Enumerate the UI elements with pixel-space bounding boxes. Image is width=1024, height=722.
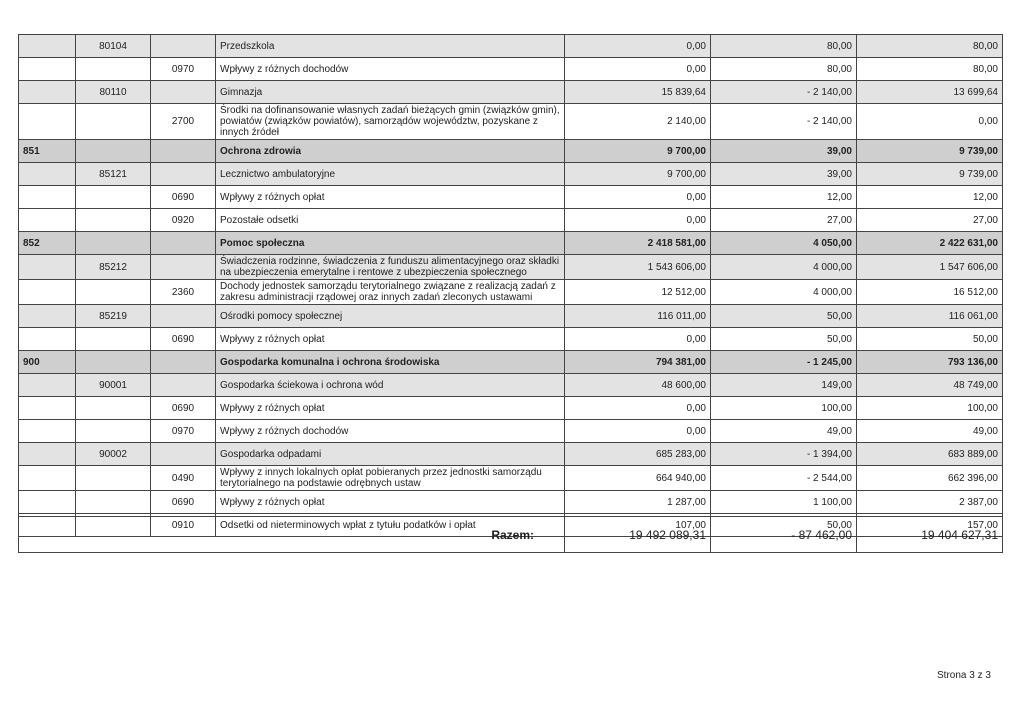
page-number: Strona 3 z 3 — [937, 670, 991, 681]
after-change-value-cell: 100,00 — [857, 397, 1003, 420]
plan-value-cell: 9 700,00 — [565, 163, 711, 186]
section-code-cell — [19, 35, 76, 58]
total-change: - 87 462,00 — [711, 517, 857, 553]
table-row — [19, 374, 1003, 397]
paragraph-code-cell: 2360 — [151, 280, 216, 305]
chapter-code-cell: 80110 — [76, 81, 151, 104]
plan-value-cell: 0,00 — [565, 58, 711, 81]
chapter-code-cell — [76, 104, 151, 140]
change-value-cell: 149,00 — [711, 374, 857, 397]
change-value-cell: 80,00 — [711, 58, 857, 81]
table-row — [19, 305, 1003, 328]
table-row — [19, 328, 1003, 351]
paragraph-code-cell: 2700 — [151, 104, 216, 140]
plan-value-cell: 107,00 — [565, 514, 711, 537]
item-name-cell: Gospodarka komunalna i ochrona środowiska — [216, 351, 565, 374]
plan-value-cell: 0,00 — [565, 328, 711, 351]
chapter-code-cell: 90002 — [76, 443, 151, 466]
section-code-cell — [19, 163, 76, 186]
plan-value-cell: 685 283,00 — [565, 443, 711, 466]
table-row — [19, 466, 1003, 491]
chapter-code-cell: 85212 — [76, 255, 151, 280]
table-row — [19, 491, 1003, 514]
after-change-value-cell: 1 547 606,00 — [857, 255, 1003, 280]
section-code-cell — [19, 104, 76, 140]
paragraph-code-cell: 0490 — [151, 466, 216, 491]
plan-value-cell: 2 140,00 — [565, 104, 711, 140]
plan-value-cell: 794 381,00 — [565, 351, 711, 374]
after-change-value-cell: 27,00 — [857, 209, 1003, 232]
change-value-cell: 50,00 — [711, 328, 857, 351]
item-name-cell: Wpływy z różnych opłat — [216, 397, 565, 420]
paragraph-code-cell — [151, 255, 216, 280]
after-change-value-cell: 80,00 — [857, 58, 1003, 81]
section-code-cell — [19, 186, 76, 209]
paragraph-code-cell — [151, 374, 216, 397]
item-name-cell: Dochody jednostek samorządu terytorialnego związane z realizacją zadań z zakresu administracji rządowej oraz innych zadań zleconych ustawami — [216, 280, 565, 305]
section-code-cell — [19, 491, 76, 514]
plan-value-cell: 15 839,64 — [565, 81, 711, 104]
item-name-cell: Wpływy z różnych dochodów — [216, 420, 565, 443]
chapter-code-cell: 85219 — [76, 305, 151, 328]
table-row — [19, 209, 1003, 232]
chapter-code-cell: 85121 — [76, 163, 151, 186]
change-value-cell: 4 000,00 — [711, 280, 857, 305]
paragraph-code-cell — [151, 351, 216, 374]
chapter-code-cell: 80104 — [76, 35, 151, 58]
plan-value-cell: 0,00 — [565, 209, 711, 232]
table-row — [19, 420, 1003, 443]
chapter-code-cell — [76, 140, 151, 163]
paragraph-code-cell: 0690 — [151, 397, 216, 420]
item-name-cell: Ośrodki pomocy społecznej — [216, 305, 565, 328]
section-code-cell — [19, 374, 76, 397]
after-change-value-cell: 683 889,00 — [857, 443, 1003, 466]
plan-value-cell: 1 287,00 — [565, 491, 711, 514]
chapter-code-cell — [76, 209, 151, 232]
chapter-code-cell — [76, 280, 151, 305]
section-code-cell — [19, 305, 76, 328]
paragraph-code-cell: 0690 — [151, 328, 216, 351]
item-name-cell: Pomoc społeczna — [216, 232, 565, 255]
chapter-code-cell — [76, 397, 151, 420]
table-row — [19, 397, 1003, 420]
table-row — [19, 186, 1003, 209]
section-code-cell — [19, 255, 76, 280]
item-name-cell: Wpływy z innych lokalnych opłat pobieranych przez jednostki samorządu terytorialnego na podstawie odrębnych ustaw — [216, 466, 565, 491]
table-row — [19, 35, 1003, 58]
section-code-cell — [19, 397, 76, 420]
plan-value-cell: 48 600,00 — [565, 374, 711, 397]
paragraph-code-cell: 0970 — [151, 420, 216, 443]
chapter-code-cell: 90001 — [76, 374, 151, 397]
after-change-value-cell: 157,00 — [857, 514, 1003, 537]
budget-table — [18, 34, 1003, 537]
change-value-cell: 12,00 — [711, 186, 857, 209]
after-change-value-cell: 16 512,00 — [857, 280, 1003, 305]
plan-value-cell: 0,00 — [565, 420, 711, 443]
after-change-value-cell: 2 422 631,00 — [857, 232, 1003, 255]
table-row — [19, 81, 1003, 104]
item-name-cell: Ochrona zdrowia — [216, 140, 565, 163]
after-change-value-cell: 48 749,00 — [857, 374, 1003, 397]
item-name-cell: Wpływy z różnych dochodów — [216, 58, 565, 81]
chapter-code-cell — [76, 328, 151, 351]
plan-value-cell: 116 011,00 — [565, 305, 711, 328]
chapter-code-cell — [76, 420, 151, 443]
section-code-cell: 851 — [19, 140, 76, 163]
change-value-cell: 50,00 — [711, 514, 857, 537]
plan-value-cell: 0,00 — [565, 397, 711, 420]
item-name-cell: Wpływy z różnych opłat — [216, 186, 565, 209]
table-row — [19, 140, 1003, 163]
paragraph-code-cell — [151, 163, 216, 186]
after-change-value-cell: 9 739,00 — [857, 163, 1003, 186]
table-row — [19, 255, 1003, 280]
change-value-cell: - 1 394,00 — [711, 443, 857, 466]
item-name-cell: Wpływy z różnych opłat — [216, 491, 565, 514]
after-change-value-cell: 12,00 — [857, 186, 1003, 209]
item-name-cell: Świadczenia rodzinne, świadczenia z funduszu alimentacyjnego oraz składki na ubezpieczenia emerytalne i rentowe z ubezpieczenia społecznego — [216, 255, 565, 280]
chapter-code-cell — [76, 58, 151, 81]
change-value-cell: 27,00 — [711, 209, 857, 232]
paragraph-code-cell: 0690 — [151, 491, 216, 514]
after-change-value-cell: 662 396,00 — [857, 466, 1003, 491]
plan-value-cell: 0,00 — [565, 186, 711, 209]
change-value-cell: 80,00 — [711, 35, 857, 58]
section-code-cell — [19, 443, 76, 466]
change-value-cell: 4 050,00 — [711, 232, 857, 255]
item-name-cell: Lecznictwo ambulatoryjne — [216, 163, 565, 186]
chapter-code-cell — [76, 466, 151, 491]
section-code-cell: 852 — [19, 232, 76, 255]
plan-value-cell: 664 940,00 — [565, 466, 711, 491]
change-value-cell: 39,00 — [711, 163, 857, 186]
after-change-value-cell: 793 136,00 — [857, 351, 1003, 374]
paragraph-code-cell: 0970 — [151, 58, 216, 81]
change-value-cell: 1 100,00 — [711, 491, 857, 514]
change-value-cell: 50,00 — [711, 305, 857, 328]
chapter-code-cell — [76, 186, 151, 209]
chapter-code-cell — [76, 351, 151, 374]
item-name-cell: Wpływy z różnych opłat — [216, 328, 565, 351]
after-change-value-cell: 0,00 — [857, 104, 1003, 140]
item-name-cell: Przedszkola — [216, 35, 565, 58]
total-row — [19, 517, 1003, 553]
section-code-cell — [19, 280, 76, 305]
table-row — [19, 351, 1003, 374]
table-row — [19, 104, 1003, 140]
table-row — [19, 58, 1003, 81]
item-name-cell: Gospodarka ściekowa i ochrona wód — [216, 374, 565, 397]
paragraph-code-cell — [151, 232, 216, 255]
change-value-cell: - 2 544,00 — [711, 466, 857, 491]
section-code-cell — [19, 328, 76, 351]
table-row — [19, 443, 1003, 466]
section-code-cell: 900 — [19, 351, 76, 374]
section-code-cell — [19, 58, 76, 81]
change-value-cell: - 2 140,00 — [711, 81, 857, 104]
budget-table-body — [19, 35, 1003, 537]
change-value-cell: 39,00 — [711, 140, 857, 163]
total-table — [18, 516, 1003, 553]
chapter-code-cell — [76, 491, 151, 514]
after-change-value-cell: 116 061,00 — [857, 305, 1003, 328]
total-label: Razem: — [19, 517, 565, 553]
paragraph-code-cell: 0690 — [151, 186, 216, 209]
paragraph-code-cell — [151, 35, 216, 58]
after-change-value-cell: 49,00 — [857, 420, 1003, 443]
plan-value-cell: 12 512,00 — [565, 280, 711, 305]
total-after-change: 19 404 627,31 — [857, 517, 1003, 553]
item-name-cell: Gimnazja — [216, 81, 565, 104]
after-change-value-cell: 9 739,00 — [857, 140, 1003, 163]
item-name-cell: Odsetki od nieterminowych wpłat z tytułu podatków i opłat — [216, 514, 565, 537]
chapter-code-cell — [76, 232, 151, 255]
change-value-cell: 4 000,00 — [711, 255, 857, 280]
paragraph-code-cell: 0910 — [151, 514, 216, 537]
plan-value-cell: 0,00 — [565, 35, 711, 58]
after-change-value-cell: 50,00 — [857, 328, 1003, 351]
item-name-cell: Pozostałe odsetki — [216, 209, 565, 232]
change-value-cell: 49,00 — [711, 420, 857, 443]
change-value-cell: 100,00 — [711, 397, 857, 420]
total-plan: 19 492 089,31 — [565, 517, 711, 553]
change-value-cell: - 1 245,00 — [711, 351, 857, 374]
paragraph-code-cell: 0920 — [151, 209, 216, 232]
table-row — [19, 163, 1003, 186]
paragraph-code-cell — [151, 305, 216, 328]
change-value-cell: - 2 140,00 — [711, 104, 857, 140]
paragraph-code-cell — [151, 140, 216, 163]
plan-value-cell: 2 418 581,00 — [565, 232, 711, 255]
paragraph-code-cell — [151, 443, 216, 466]
plan-value-cell: 9 700,00 — [565, 140, 711, 163]
section-code-cell — [19, 466, 76, 491]
section-code-cell — [19, 420, 76, 443]
table-row — [19, 280, 1003, 305]
item-name-cell: Gospodarka odpadami — [216, 443, 565, 466]
after-change-value-cell: 80,00 — [857, 35, 1003, 58]
section-code-cell — [19, 81, 76, 104]
paragraph-code-cell — [151, 81, 216, 104]
after-change-value-cell: 2 387,00 — [857, 491, 1003, 514]
section-code-cell — [19, 209, 76, 232]
table-row — [19, 232, 1003, 255]
plan-value-cell: 1 543 606,00 — [565, 255, 711, 280]
item-name-cell: Środki na dofinansowanie własnych zadań bieżących gmin (związków gmin), powiatów (związków powiatów), samorządów województw, pozyskane z innych źródeł — [216, 104, 565, 140]
after-change-value-cell: 13 699,64 — [857, 81, 1003, 104]
